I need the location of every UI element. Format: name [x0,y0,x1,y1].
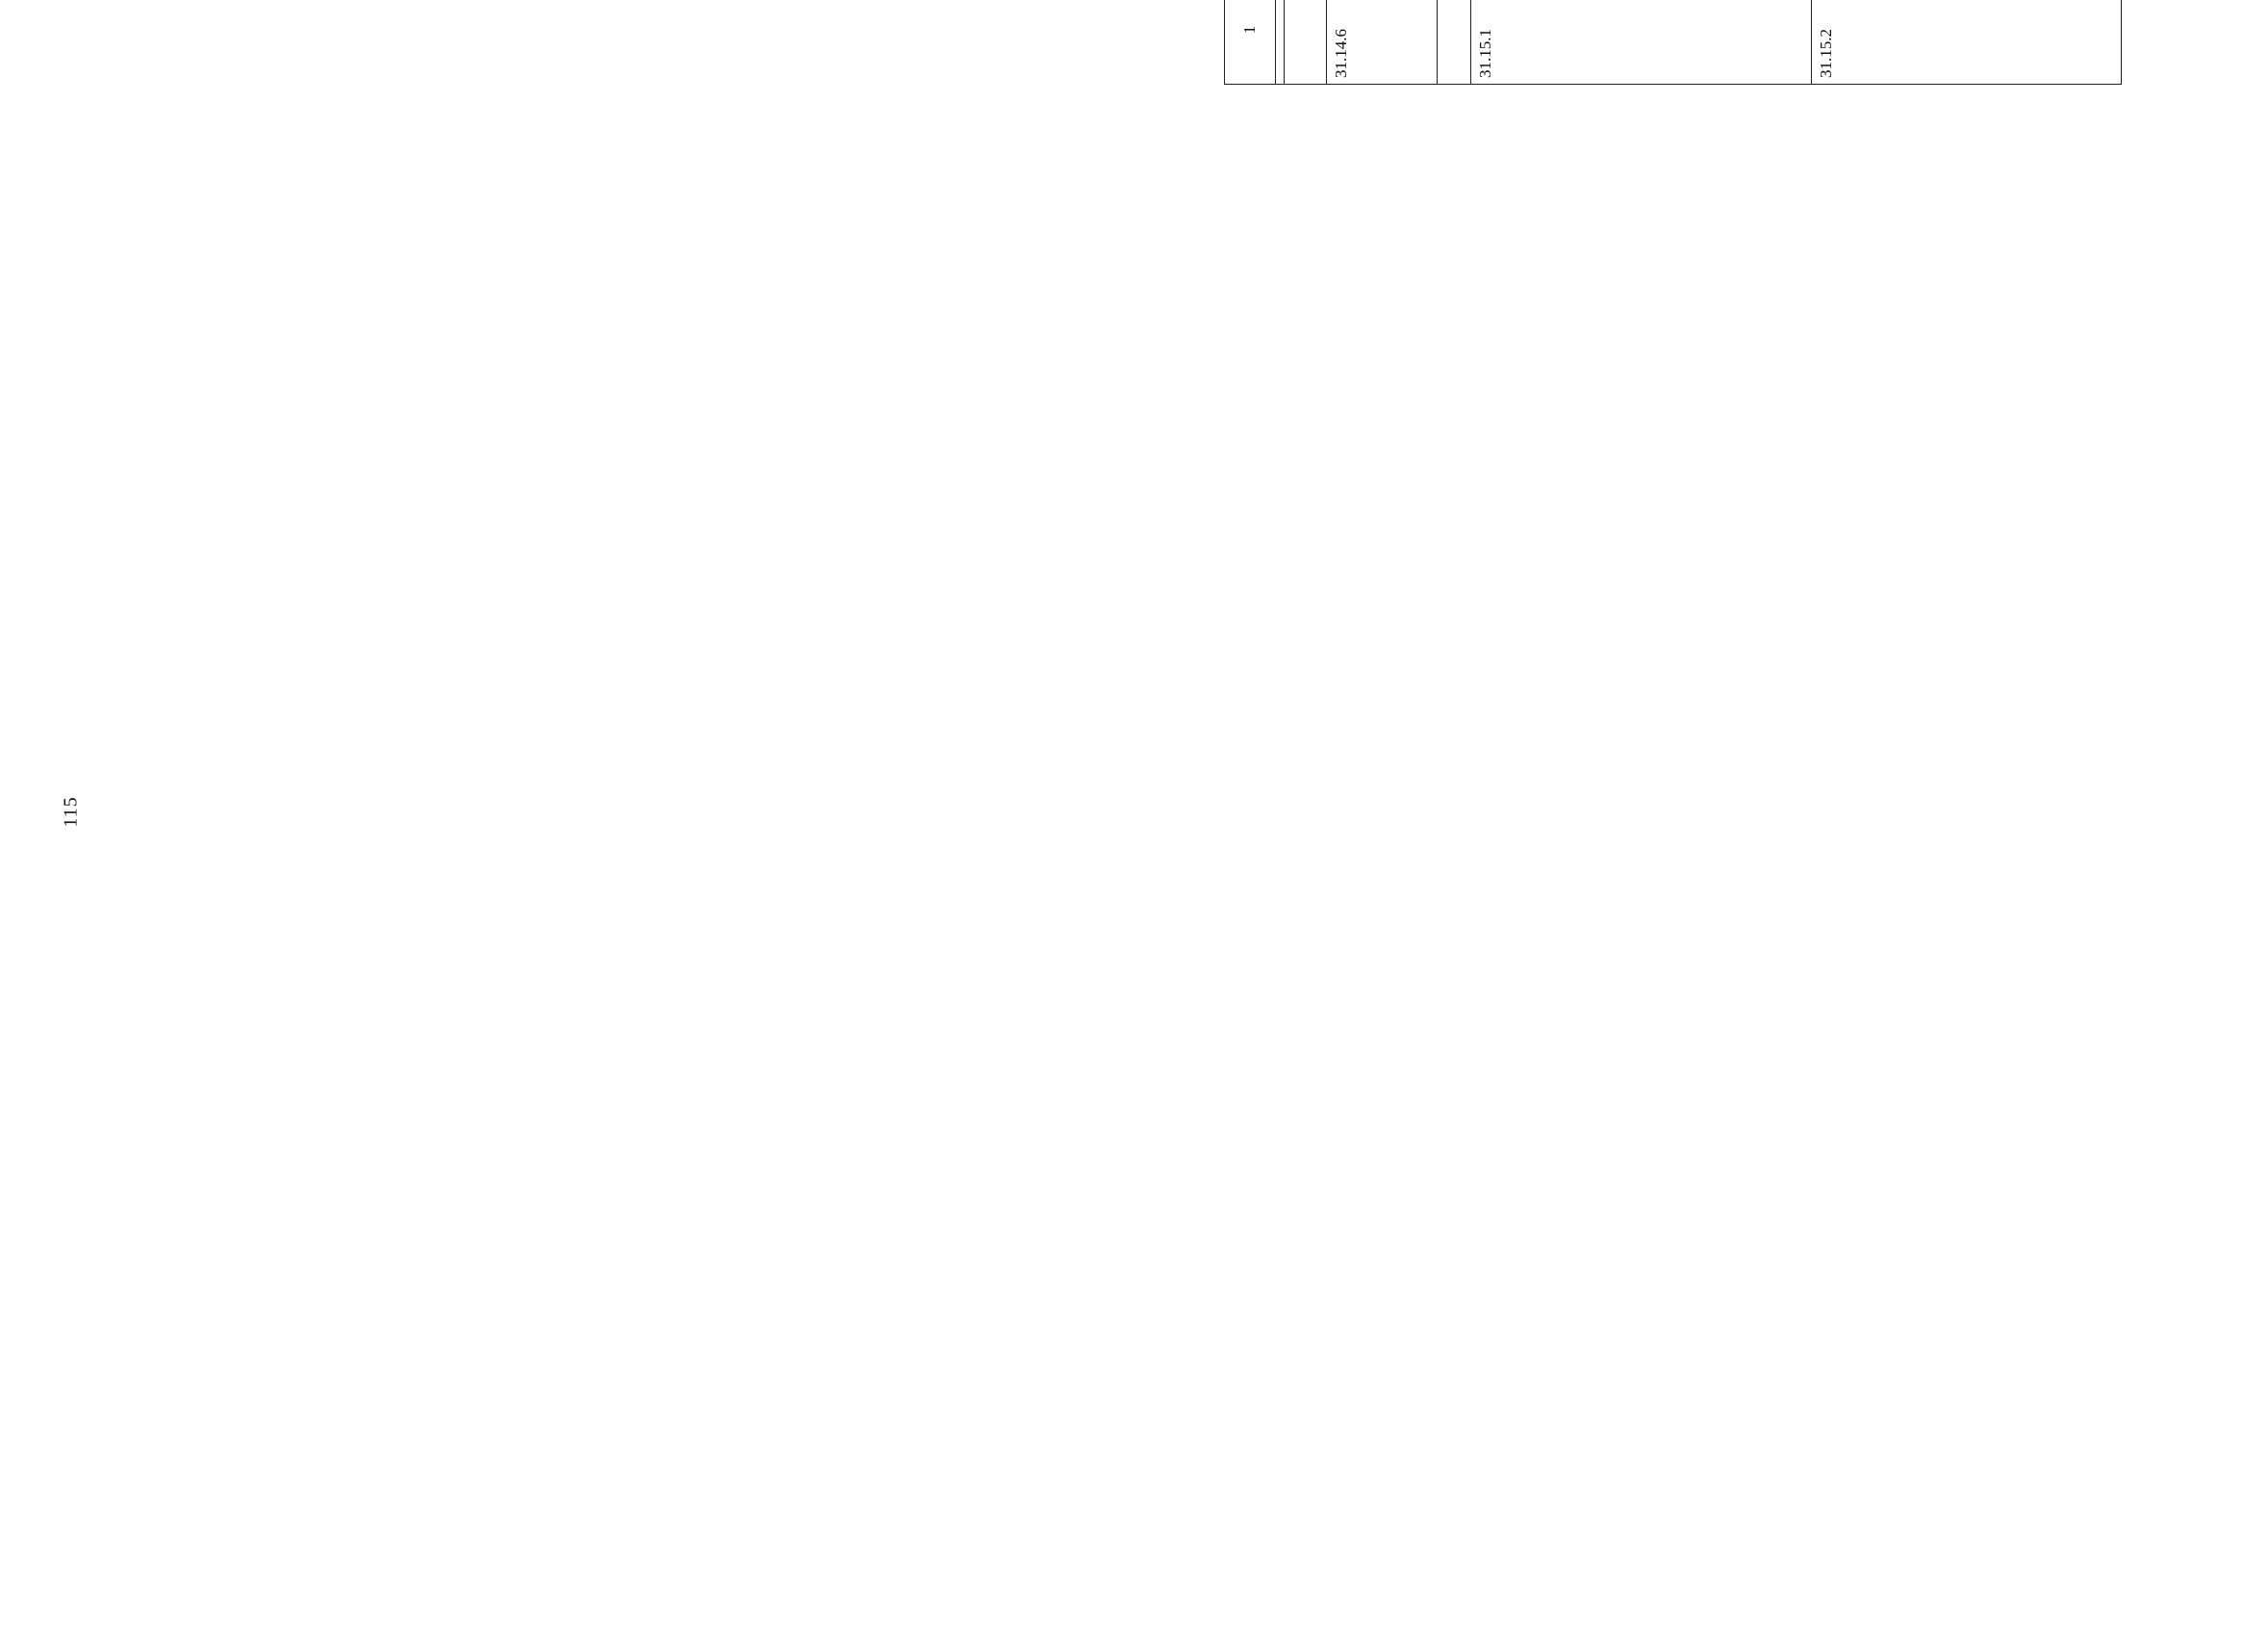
code-cell: 31.15.2 [1811,0,2121,85]
header-col-1: 1 [1225,0,1276,85]
section-row [1438,0,1470,85]
rotated-table-container [1224,0,2268,85]
plan-table [1224,0,2122,85]
page-number: 115 [60,796,82,828]
table-row [1811,0,2015,85]
gap-cell [1276,0,1285,85]
table-row [1327,0,1438,85]
table-row [1470,0,1545,85]
code-cell: 31.14.6 [1327,0,1438,85]
code-cell [1285,0,1327,85]
table-row [1285,0,1327,85]
header-row [1225,0,1276,85]
gap-row [1276,0,1285,85]
code-cell: 31.15.1 [1470,0,1811,85]
section-heading [1438,0,1470,85]
